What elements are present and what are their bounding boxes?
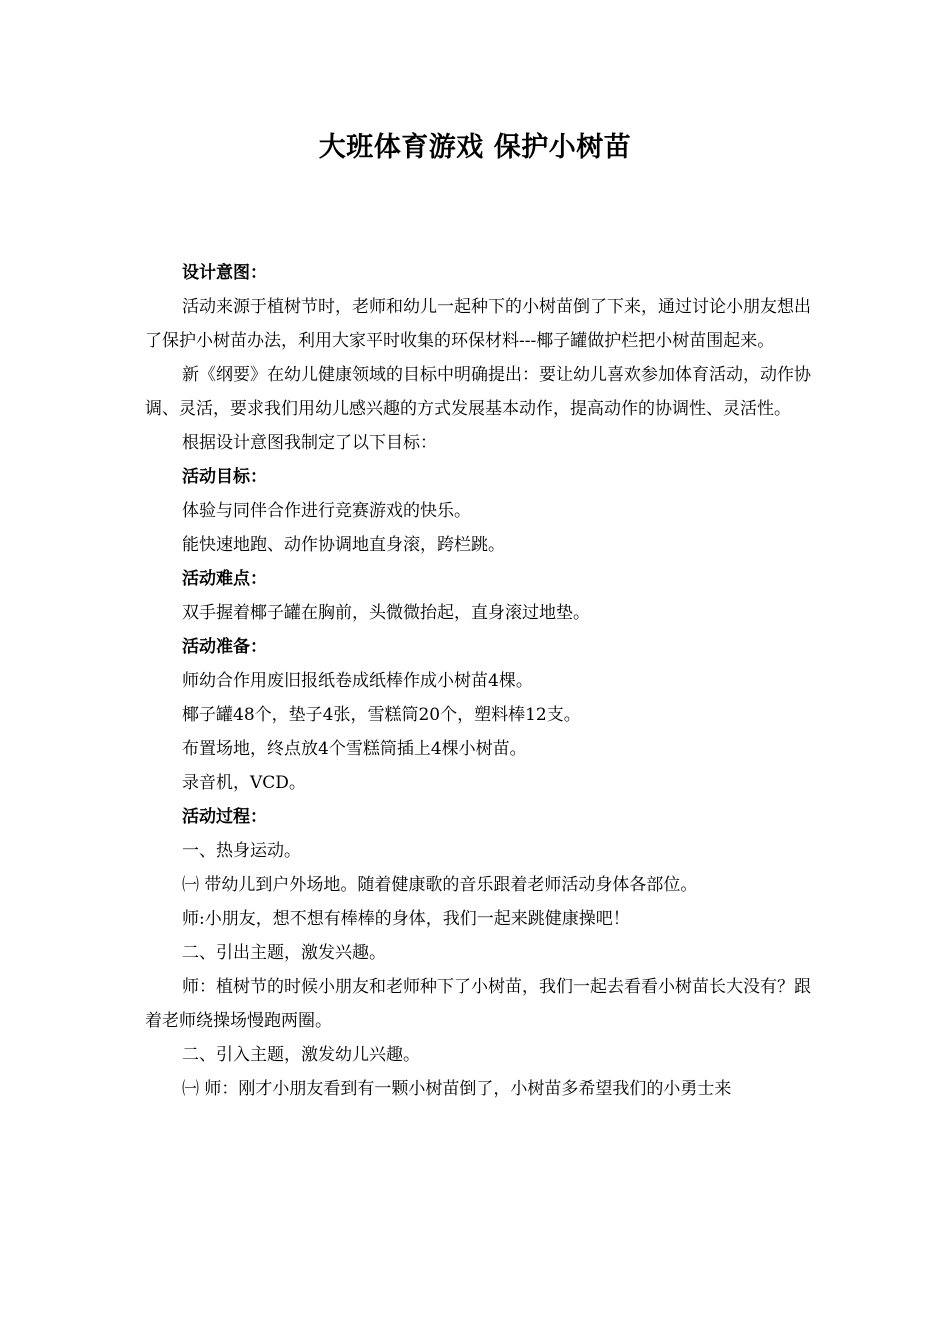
paragraph: 师:小朋友，想不想有棒棒的身体，我们一起来跳健康操吧！ — [182, 909, 630, 929]
heading-activity-process: 活动过程： — [182, 807, 267, 827]
document-body — [145, 256, 811, 1106]
heading-design-intent: 设计意图： — [182, 263, 267, 283]
paragraph: ㈠ 带幼儿到户外场地。随着健康歌的音乐跟着老师活动身体各部位。 — [182, 875, 698, 895]
heading-activity-difficulty: 活动难点： — [182, 569, 267, 589]
paragraph: 二、引入主题，激发幼儿兴趣。 — [182, 1045, 420, 1065]
paragraph: 新《纲要》在幼儿健康领域的目标中明确提出：要让幼儿喜欢参加体育活动，动作协调、灵活，要求我们用幼儿感兴趣的方式发展基本动作，提高动作的协调性、灵活性。 — [145, 365, 811, 419]
paragraph: ㈠ 师：刚才小朋友看到有一颗小树苗倒了，小树苗多希望我们的小勇士来 — [182, 1079, 732, 1099]
paragraph: 布置场地，终点放4个雪糕筒插上4棵小树苗。 — [182, 739, 527, 759]
heading-activity-preparation: 活动准备： — [182, 637, 267, 657]
paragraph: 录音机，VCD。 — [182, 773, 306, 793]
paragraph: 椰子罐48个，垫子4张，雪糕筒20个，塑料棒12支。 — [182, 705, 581, 725]
paragraph: 活动来源于植树节时，老师和幼儿一起种下的小树苗倒了下来，通过讨论小朋友想出了保护小树苗办法，利用大家平时收集的环保材料---椰子罐做护栏把小树苗围起来。 — [145, 297, 811, 351]
paragraph: 双手握着椰子罐在胸前，头微微抬起，直身滚过地垫。 — [182, 603, 590, 623]
document-title: 大班体育游戏 保护小树苗 — [318, 132, 632, 163]
heading-activity-goals: 活动目标： — [182, 467, 267, 487]
paragraph: 师：植树节的时候小朋友和老师种下了小树苗，我们一起去看看小树苗长大没有？跟着老师绕操场慢跑两圈。 — [145, 977, 811, 1031]
paragraph: 师幼合作用废旧报纸卷成纸棒作成小树苗4棵。 — [182, 671, 533, 691]
paragraph: 二、引出主题，激发兴趣。 — [182, 943, 386, 963]
paragraph: 根据设计意图我制定了以下目标： — [182, 433, 437, 453]
paragraph: 一、热身运动。 — [182, 841, 301, 861]
paragraph: 体验与同伴合作进行竞赛游戏的快乐。 — [182, 501, 471, 521]
paragraph: 能快速地跑、动作协调地直身滚，跨栏跳。 — [182, 535, 505, 555]
